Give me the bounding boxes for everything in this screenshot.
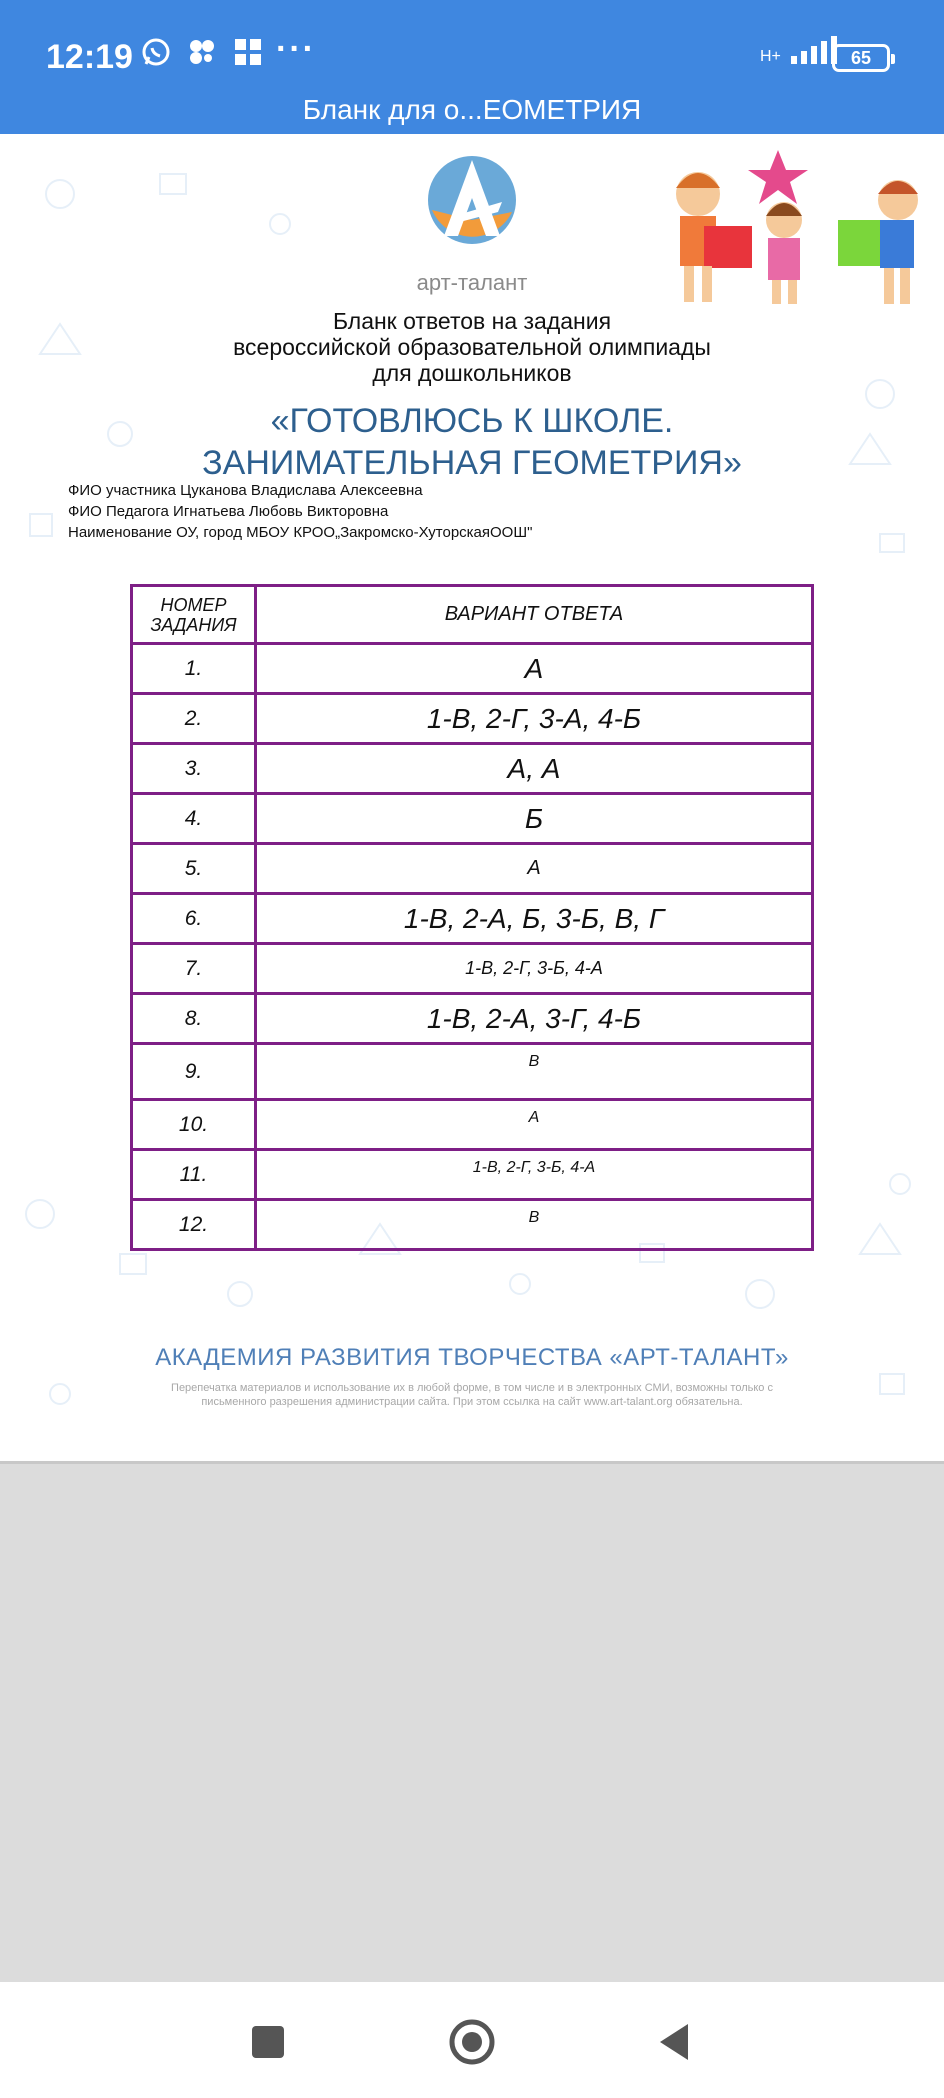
task-answer: В [256, 1200, 813, 1250]
table-row [132, 794, 813, 844]
task-number: 2. [132, 694, 256, 744]
table-row [132, 1044, 813, 1100]
task-answer: 1-В, 2-Г, 3-Б, 4-А [256, 1150, 813, 1200]
status-time: 12:19 [46, 38, 133, 76]
battery-indicator: 65 [832, 44, 890, 72]
task-number: 12. [132, 1200, 256, 1250]
task-answer: А, А [256, 744, 813, 794]
task-number: 7. [132, 944, 256, 994]
whatsapp-icon [140, 36, 172, 68]
app-notification-icon [186, 36, 218, 68]
subtitle-line: ЗАНИМАТЕЛЬНАЯ ГЕОМЕТРИЯ» [202, 444, 742, 482]
participant-info [68, 480, 532, 543]
task-number: 1. [132, 644, 256, 694]
back-icon[interactable] [652, 2018, 700, 2066]
table-row [132, 744, 813, 794]
task-number: 9. [132, 1044, 256, 1100]
task-number: 8. [132, 994, 256, 1044]
task-answer: 1-В, 2-Г, 3-А, 4-Б [256, 694, 813, 744]
task-number: 3. [132, 744, 256, 794]
task-answer: Б [256, 794, 813, 844]
heading-line: для дошкольников [372, 360, 572, 386]
school-name: Наименование ОУ, город МБОУ КРОО„Закромско-ХуторскаяООШ" [68, 524, 533, 541]
task-answer: 1-В, 2-А, 3-Г, 4-Б [256, 994, 813, 1044]
table-row [132, 894, 813, 944]
task-answer: А [256, 644, 813, 694]
heading-line: Бланк ответов на задания [332, 308, 612, 334]
recent-apps-icon[interactable] [244, 2018, 292, 2066]
copyright-line: письменного разрешения администрации сайта. При этом ссылка на сайт www.art-talant.org обязательна. [201, 1396, 743, 1408]
task-number: 11. [132, 1150, 256, 1200]
document-page[interactable] [0, 134, 944, 1464]
children-illustration [662, 144, 930, 312]
task-answer: А [256, 844, 813, 894]
task-number: 4. [132, 794, 256, 844]
teacher-name: ФИО Педагога Игнатьева Любовь Викторовна [68, 503, 389, 520]
heading-line: всероссийской образовательной олимпиады [233, 334, 711, 360]
table-row [132, 1200, 813, 1250]
header-task-number: НОМЕР ЗАДАНИЯ [132, 586, 256, 644]
task-answer: 1-В, 2-А, Б, 3-Б, В, Г [256, 894, 813, 944]
signal-icon [760, 36, 837, 64]
more-notifications-icon: ··· [276, 30, 316, 68]
header-answer: ВАРИАНТ ОТВЕТА [256, 586, 813, 644]
app-top-bar [0, 0, 944, 134]
table-row [132, 844, 813, 894]
art-talant-logo-icon [424, 150, 520, 248]
home-icon[interactable] [448, 2018, 496, 2066]
task-answer: 1-В, 2-Г, 3-Б, 4-А [256, 944, 813, 994]
task-answer: В [256, 1044, 813, 1100]
olympiad-subtitle [120, 400, 824, 484]
task-answer: А [256, 1100, 813, 1150]
subtitle-line: «ГОТОВЛЮСЬ К ШКОЛЕ. [270, 402, 674, 440]
copyright-line: Перепечатка материалов и использование их в любой форме, в том числе и в электронных СМИ, возможны только с [171, 1382, 773, 1394]
participant-name: ФИО участника Цуканова Владислава Алексеевна [68, 482, 423, 499]
answer-sheet-heading [160, 308, 784, 386]
academy-footer: АКАДЕМИЯ РАЗВИТИЯ ТВОРЧЕСТВА «АРТ-ТАЛАНТ» [155, 1344, 789, 1371]
table-row [132, 994, 813, 1044]
task-number: 10. [132, 1100, 256, 1150]
system-navigation-bar [0, 1982, 944, 2098]
document-title: Бланк для о...ЕОМЕТРИЯ [302, 94, 642, 125]
network-label: H+ [760, 48, 781, 65]
task-number: 6. [132, 894, 256, 944]
table-row [132, 944, 813, 994]
answers-table [130, 584, 814, 1251]
task-number: 5. [132, 844, 256, 894]
table-row [132, 1100, 813, 1150]
logo-text: арт-талант [416, 270, 528, 295]
table-row [132, 1150, 813, 1200]
table-row [132, 694, 813, 744]
table-header-row [132, 586, 813, 644]
grid-app-icon [232, 36, 264, 68]
copyright-notice [96, 1381, 848, 1409]
table-row [132, 644, 813, 694]
